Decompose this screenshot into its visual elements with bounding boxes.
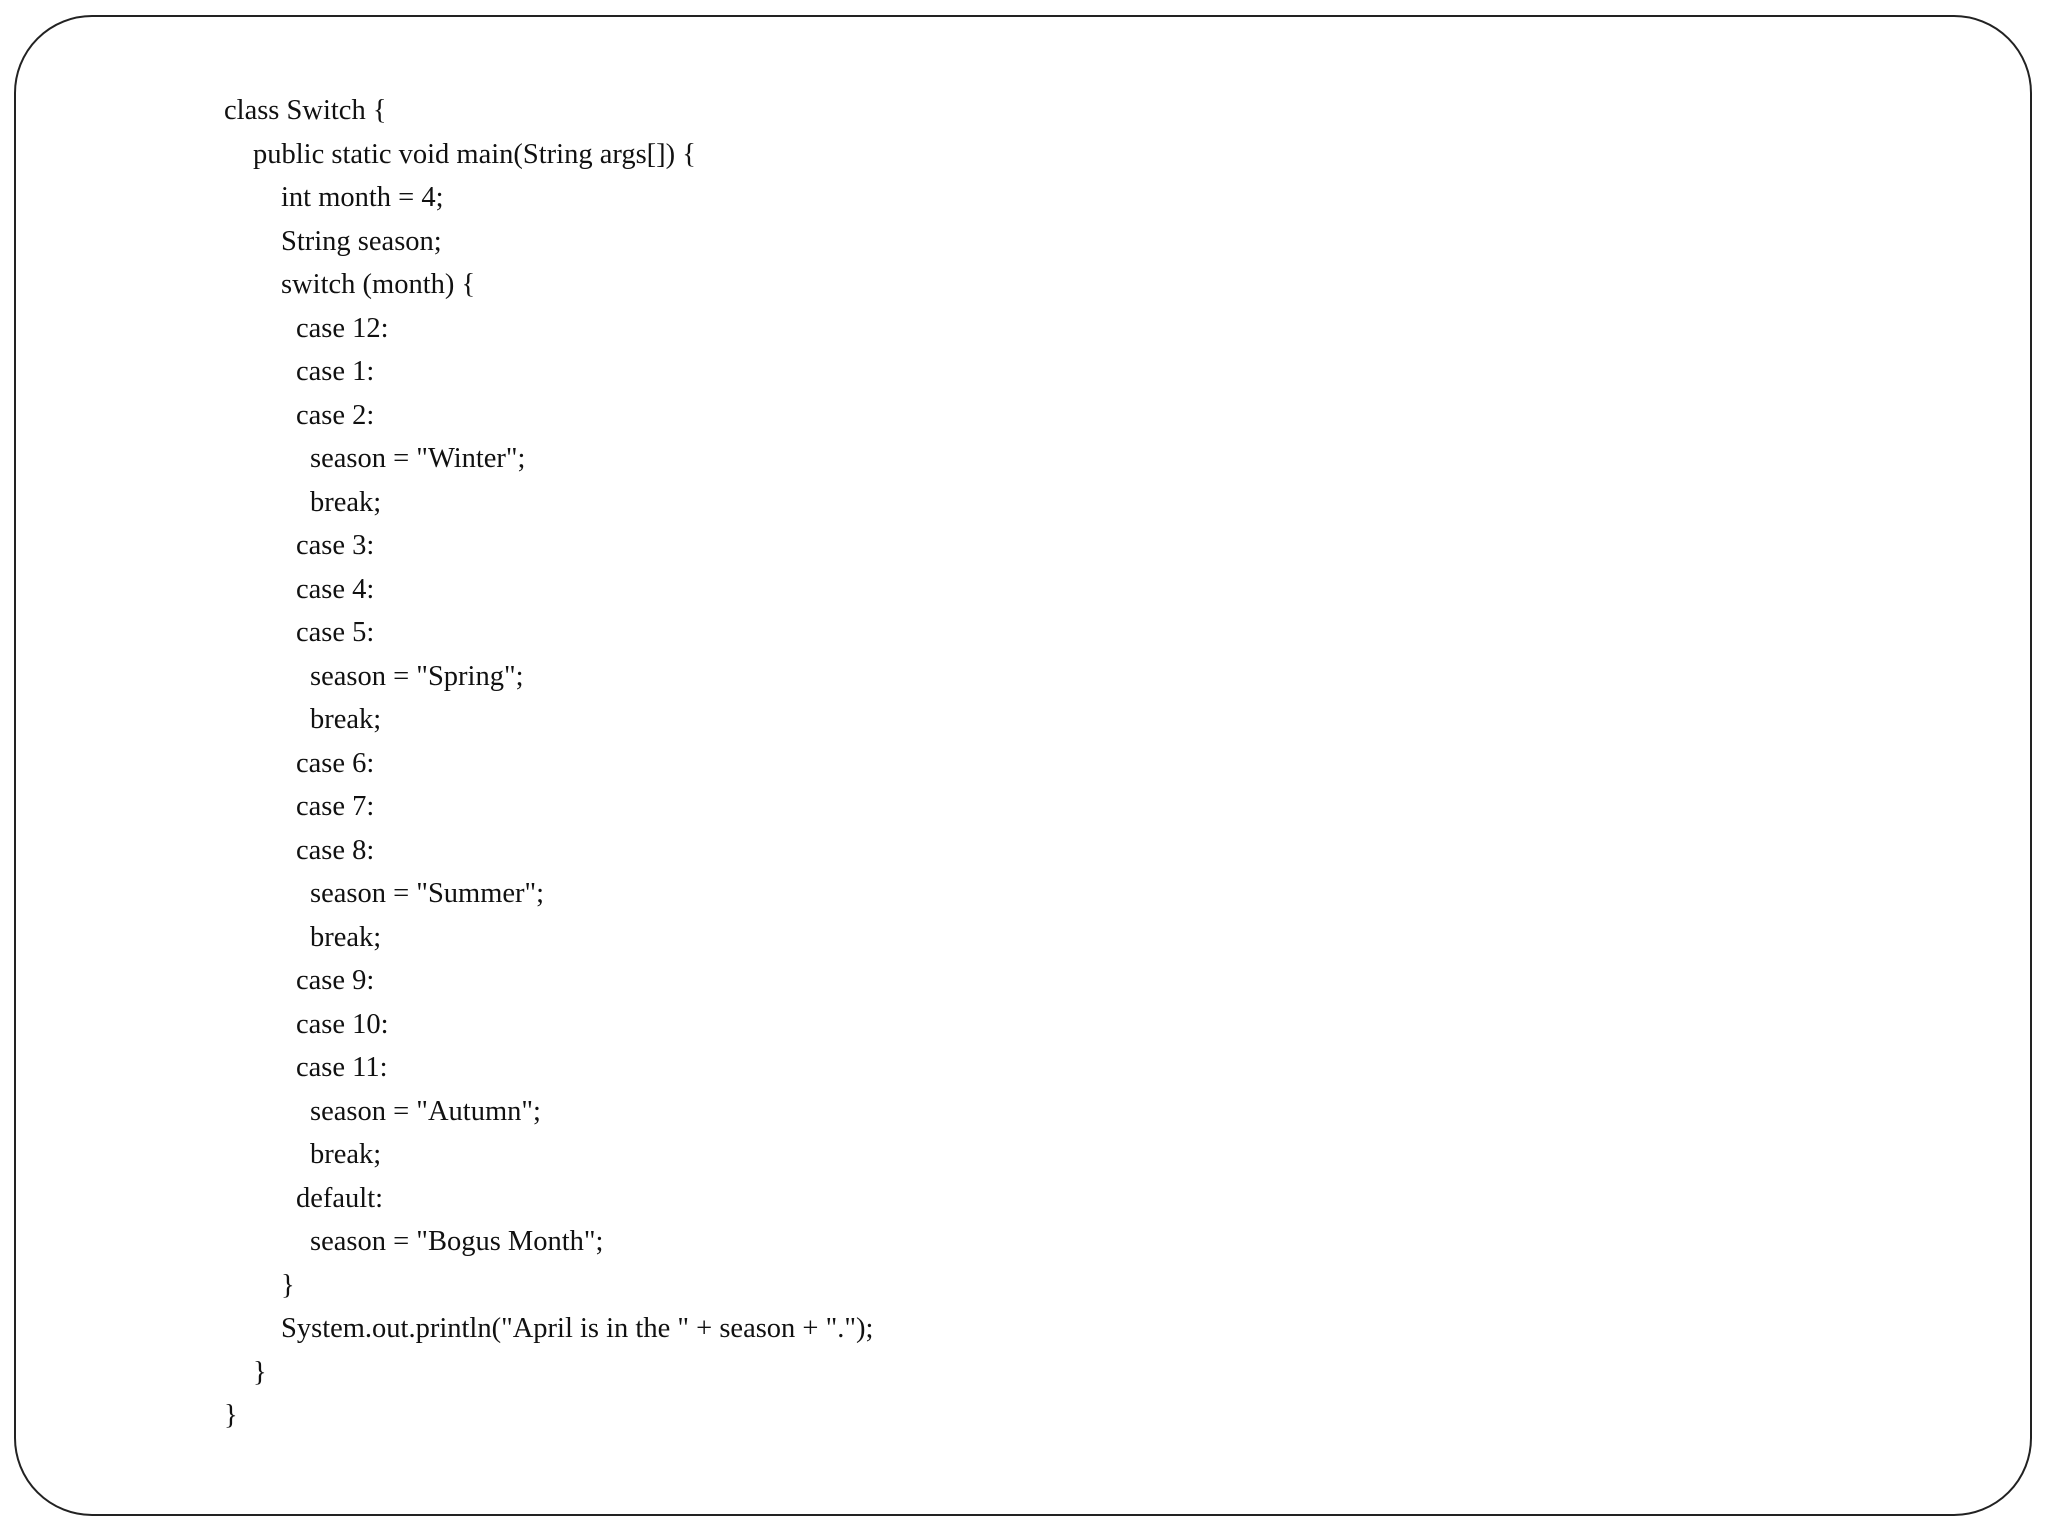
code-line-season-autumn: season = "Autumn"; (310, 1095, 541, 1127)
code-line-break: break; (310, 704, 382, 735)
code-line-case-7: case 7: (296, 791, 375, 822)
code-line-default: default: (296, 1182, 384, 1214)
code-line-switch-open: switch (month) { (281, 269, 476, 300)
code-line-class-declaration: class Switch { (224, 95, 387, 126)
code-line-season-spring: season = "Spring"; (310, 660, 524, 692)
code-line-case-10: case 10: (296, 1008, 389, 1040)
code-line-case-11: case 11: (296, 1052, 388, 1083)
code-line-case-8: case 8: (296, 834, 375, 866)
code-line-case-3: case 3: (296, 530, 375, 561)
code-line-case-12: case 12: (296, 312, 389, 344)
code-line-case-5: case 5: (296, 617, 375, 648)
code-line-case-1: case 1: (296, 356, 375, 387)
code-line-break: break; (310, 1139, 382, 1170)
code-line-break: break; (310, 486, 382, 518)
code-line-case-9: case 9: (296, 965, 375, 996)
code-line-method-close: } (253, 1356, 267, 1388)
code-line-season-winter: season = "Winter"; (310, 443, 526, 474)
code-line-switch-close: } (281, 1269, 295, 1301)
code-line-break: break; (310, 921, 382, 953)
code-line-main-method: public static void main(String args[]) { (253, 138, 696, 170)
code-line-season-bogus: season = "Bogus Month"; (310, 1226, 604, 1257)
code-line-println: System.out.println("April is in the " + season + "."); (281, 1313, 874, 1344)
code-line-case-4: case 4: (296, 573, 375, 605)
code-line-case-6: case 6: (296, 747, 375, 779)
slide-frame (14, 15, 2032, 1516)
code-line-season-summer: season = "Summer"; (310, 878, 545, 909)
code-line-season-declaration: String season; (281, 225, 442, 257)
code-listing (224, 89, 873, 1438)
code-line-case-2: case 2: (296, 399, 375, 431)
code-line-class-close: } (224, 1400, 238, 1431)
code-line-month-declaration: int month = 4; (281, 182, 444, 213)
